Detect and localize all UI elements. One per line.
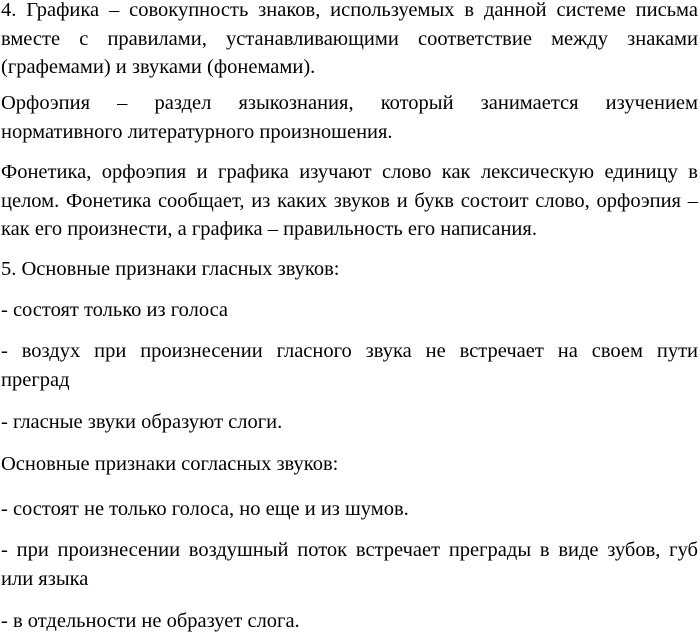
text-line: Основные признаки согласных звуков:	[1, 453, 339, 475]
paragraph-grafika-definition	[1, 0, 698, 82]
text-line: как его произнести, а графика – правильность его написания.	[1, 218, 537, 240]
text-line: Фонетика, орфоэпия и графика изучают слово как лексическую единицу в	[1, 161, 698, 183]
list-item-consonant-2	[1, 536, 698, 593]
heading-consonant-features	[1, 450, 698, 479]
text-line: целом. Фонетика сообщает, из каких звуков и букв состоит слово, орфоэпия –	[1, 189, 698, 212]
text-line: - в отдельности не образует слога.	[1, 610, 300, 632]
list-item-consonant-1	[1, 495, 698, 524]
list-item-vowel-2	[1, 337, 698, 394]
text-line: - воздух при произнесении гласного звука не встречает на своем пути	[1, 340, 698, 362]
list-item-vowel-1	[1, 296, 698, 325]
text-line: вместе с правилами, устанавливающими соответствие между знаками	[1, 27, 698, 50]
paragraph-orfoepiya-definition	[1, 89, 698, 146]
text-line: или языка	[1, 567, 89, 590]
text-line: 5. Основные признаки гласных звуков:	[1, 258, 340, 280]
text-line: - состоят не только голоса, но еще и из шумов.	[1, 498, 409, 520]
text-line: нормативного литературного произношения.	[1, 120, 393, 143]
text-line: 4. Графика – совокупность знаков, используемых в данной системе письма	[1, 0, 698, 21]
text-line: - состоят только из голоса	[1, 299, 229, 321]
text-line: - гласные звуки образуют слоги.	[1, 411, 283, 433]
heading-vowel-features	[1, 255, 698, 284]
list-item-vowel-3	[1, 408, 698, 437]
paragraph-fonetika-summary	[1, 158, 698, 244]
text-line: Орфоэпия – раздел языкознания, который занимается изучением	[1, 92, 698, 114]
list-item-consonant-3	[1, 607, 698, 636]
text-line: (графемами) и звуками (фонемами).	[1, 56, 316, 78]
text-line: - при произнесении воздушный поток встречает преграды в виде зубов, губ	[1, 539, 698, 561]
text-line: преград	[1, 368, 70, 391]
